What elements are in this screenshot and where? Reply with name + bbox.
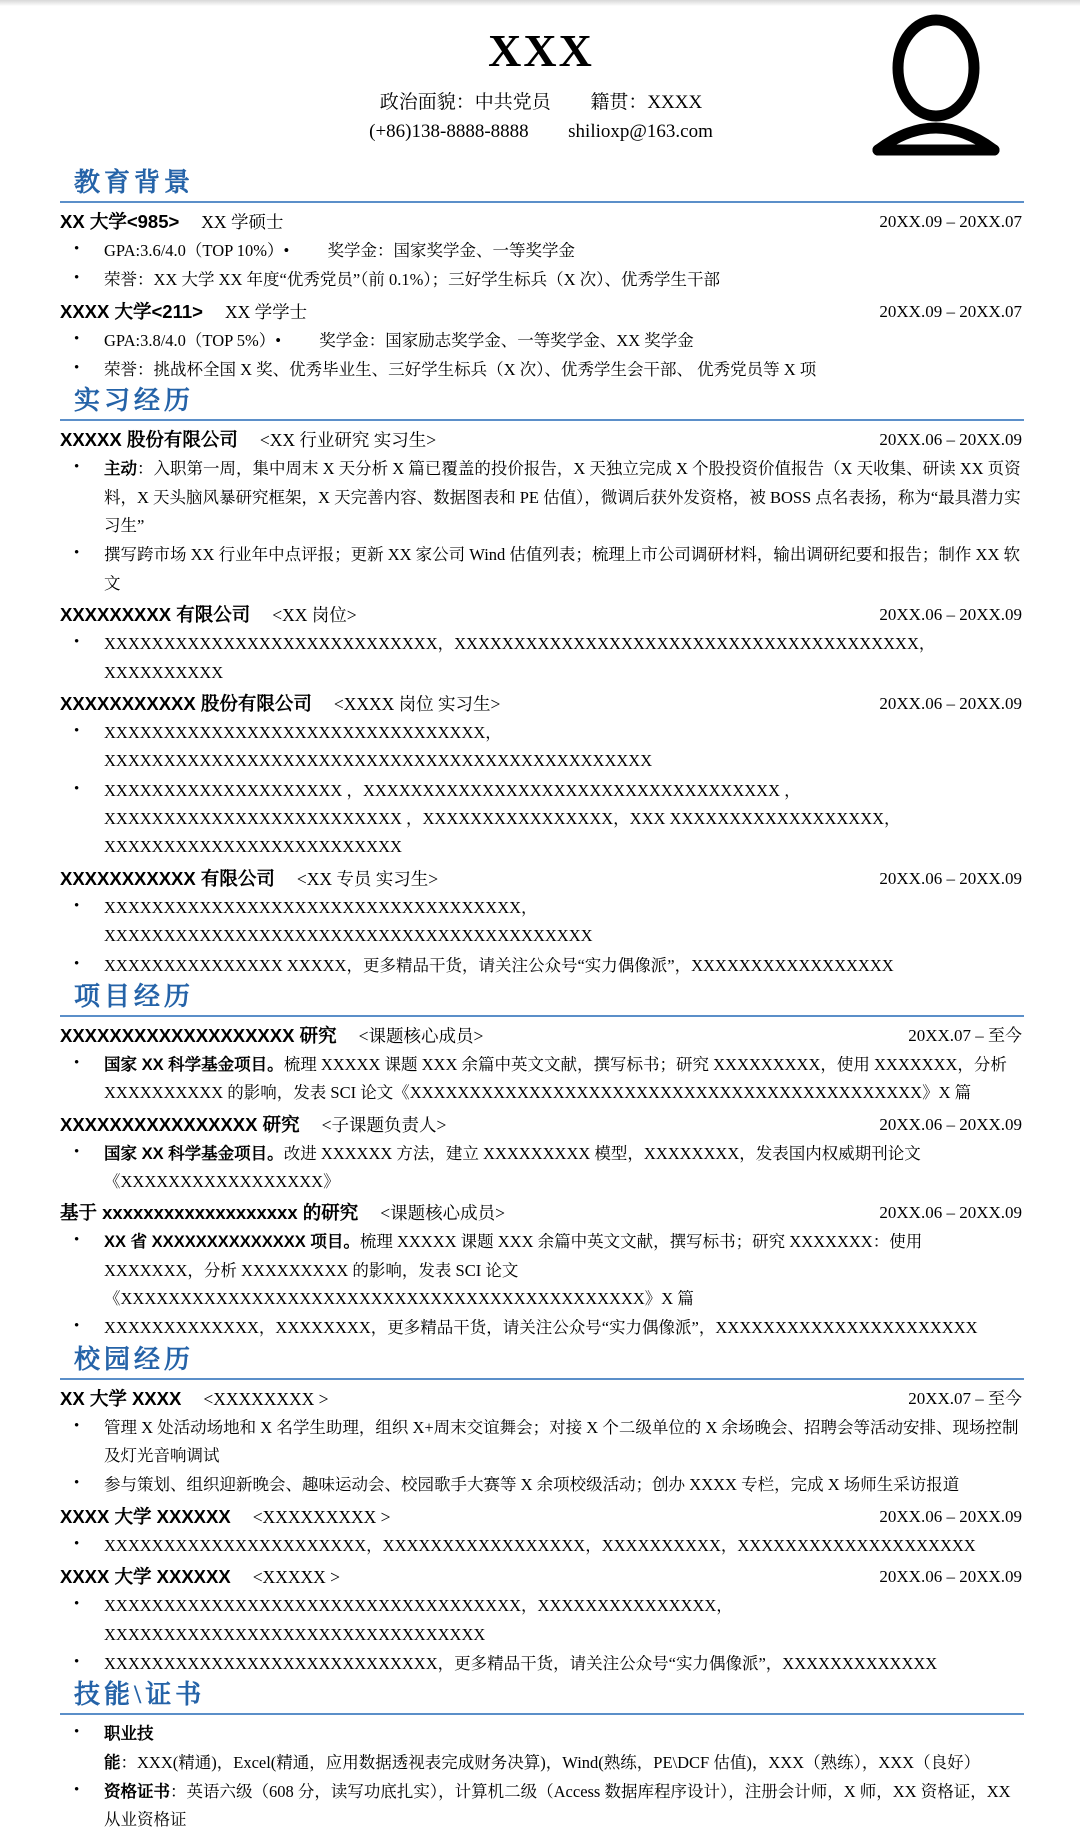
bullet-text: 奖学金：国家励志奖学金、一等奖学金、XX 奖学金	[319, 330, 694, 350]
entry-organization: 基于 xxxxxxxxxxxxxxxxxxx 的研究	[60, 1202, 359, 1224]
entry-header	[60, 601, 1022, 629]
resume-section	[60, 168, 1022, 384]
entry-organization: XXXXX 股份有限公司	[60, 429, 238, 451]
section-title: 技能\证书	[74, 1680, 206, 1710]
section-divider	[60, 1378, 1024, 1380]
entry-role: <XX 岗位>	[272, 605, 357, 626]
bullet-lead-label: 国家 XX 科学基金项目。	[104, 1144, 284, 1163]
bullet-text: 参与策划、组织迎新晚会、趣味运动会、校园歌手大赛等 X 余项校级活动；创办 XXXX 专栏，完成 X 场师生采访报道	[104, 1475, 960, 1495]
entry-role: <XX 专员 实习生>	[296, 868, 439, 889]
entry-date: 20XX.06 – 20XX.09	[879, 430, 1022, 450]
section-divider	[60, 1015, 1024, 1017]
bullet-item	[60, 1051, 1022, 1108]
bullet-item	[60, 777, 1022, 862]
bullet-lead-label: 资格证书	[104, 1782, 170, 1801]
entry-header	[60, 1385, 1022, 1413]
entry-bullet-list	[60, 894, 1022, 980]
entry-organization: XXXX 大学 XXXXXX	[60, 1566, 231, 1588]
bullet-text: XXXXXXXXXXXXXXXXXXXXXXXXXXXXXXXX，XXXXXXXXXXXXXXXXXXXXXXXXXXXXXXXXXXXXXXXXXXXXXX	[104, 722, 653, 771]
entry-role: <课题核心成员>	[380, 1203, 506, 1224]
resume-entry	[60, 1111, 1022, 1197]
entry-header	[60, 1563, 1022, 1591]
bullet-item	[60, 266, 1022, 294]
phone-number: (+86)138-8888-8888	[369, 121, 529, 143]
entry-header	[60, 865, 1022, 893]
bullet-text: XXXXXXXXXXXXX，XXXXXXXX，更多精品干货，请关注公众号“实力偶像派”，XXXXXXXXXXXXXXXXXXXXXX	[104, 1318, 978, 1338]
bullet-item	[60, 1778, 1022, 1835]
entry-bullet-list	[60, 1140, 1022, 1197]
resume-sections	[60, 168, 1022, 1835]
entry-date: 20XX.07 – 至今	[908, 1388, 1022, 1408]
bullet-item	[60, 1414, 1022, 1471]
entry-bullet-list	[60, 237, 1022, 295]
section-divider	[60, 1713, 1024, 1715]
resume-entry	[60, 1720, 1022, 1835]
entry-header	[60, 298, 1022, 326]
page-title: XXX	[488, 25, 594, 76]
resume-entry	[60, 865, 1022, 980]
entry-bullet-list	[60, 1532, 1022, 1560]
bullet-item	[60, 237, 1022, 265]
entry-bullet-list	[60, 1228, 1022, 1343]
bullet-item	[60, 1140, 1022, 1197]
bullet-lead-label: XX 省 XXXXXXXXXXXXXX 项目。	[104, 1233, 360, 1252]
entry-role: <XX 行业研究 实习生>	[259, 430, 437, 451]
bullet-item	[60, 1471, 1022, 1499]
section-divider	[60, 201, 1024, 203]
entry-date: 20XX.09 – 20XX.07	[879, 211, 1022, 231]
entry-bullet-list	[60, 1720, 1022, 1835]
bullet-item	[60, 952, 1022, 980]
entry-header	[60, 1199, 1022, 1227]
bullet-text: • GPA:3.8/4.0（TOP 5%）	[104, 330, 276, 350]
bullet-item	[60, 1228, 1022, 1313]
entry-header	[60, 1022, 1022, 1050]
entry-role: <XXXXXXXXX >	[252, 1506, 391, 1527]
bullet-item	[60, 1720, 1022, 1777]
entry-date: 20XX.06 – 20XX.09	[879, 1114, 1022, 1134]
resume-page	[0, 6, 1080, 1830]
bullet-text: 改进 XXXXXX 方法，建立 XXXXXXXXX 模型，XXXXXXXX，发表国内权威期刊论文《XXXXXXXXXXXXXXXXX》	[104, 1143, 921, 1191]
entry-role: XX 学硕士	[201, 211, 284, 232]
entry-role: <XXXXXXXX >	[203, 1388, 329, 1409]
entry-organization: XXXX 大学<211>	[60, 300, 203, 322]
entry-role: <XXXX 岗位 实习生>	[333, 693, 501, 714]
person-silhouette-icon	[856, 10, 1016, 160]
bullet-item	[60, 1314, 1022, 1342]
bullet-text: • GPA:3.6/4.0（TOP 10%）	[104, 240, 284, 260]
political-status: 政治面貌：中共党员	[379, 92, 551, 113]
bullet-text: XXXXXXXXXXXXXXXXXXXXXXXXXXXX，XXXXXXXXXXXXXXXXXXXXXXXXXXXXXXXXXXXXXXX，XXXXXXXXXX	[104, 634, 936, 682]
bullet-lead-label: 国家 XX 科学基金项目。	[104, 1055, 284, 1074]
entry-bullet-list	[60, 719, 1022, 862]
bullet-item	[60, 455, 1022, 540]
entry-bullet-list	[60, 1051, 1022, 1108]
bullet-text: XXXXXXXXXXXXXXXXXXXX ，XXXXXXXXXXXXXXXXXXXXXXXXXXXXXXXXXXX ，XXXXXXXXXXXXXXXXXXXXXXXXX ，XXXXXXXXXXXXXXXX，XXX XXXXXXXXXXXXXXXXXX，XXXXXXXXXXXXXXXXXXXXXXXXX	[104, 780, 901, 857]
bullet-text: 荣誉：XX 大学 XX 年度“优秀党员”（前 0.1%）；三好学生标兵（X 次）、优秀学生干部	[104, 270, 720, 290]
bullet-item	[60, 630, 1022, 687]
entry-date: 20XX.06 – 20XX.09	[879, 1567, 1022, 1587]
entry-role: XX 学学士	[224, 301, 308, 322]
entry-organization: XXXXXXXXXXX 有限公司	[60, 867, 275, 889]
resume-section	[60, 386, 1022, 980]
email-address: shilioxp@163.com	[568, 121, 713, 143]
section-title: 校园经历	[74, 1344, 195, 1374]
bullet-text: XXXXXXXXXXXXXXXXXXXXXXXXXXXX，更多精品干货，请关注公众号“实力偶像派”，XXXXXXXXXXXXX	[104, 1653, 938, 1673]
entry-header	[60, 426, 1022, 454]
entry-organization: XXXXXXXXX 有限公司	[60, 604, 251, 626]
entry-organization: XXXX 大学 XXXXXX	[60, 1505, 231, 1527]
resume-entry	[60, 690, 1022, 862]
section-title: 教育背景	[74, 168, 195, 197]
resume-entry	[60, 601, 1022, 687]
resume-entry	[60, 208, 1022, 295]
bullet-item-secondary: • 奖学金：国家励志奖学金、一等奖学金、XX 奖学金	[275, 330, 694, 350]
entry-bullet-list	[60, 455, 1022, 598]
bullet-text: ：XXX(精通)，Excel(精通，应用数据透视表完成财务决算)，Wind(熟练，PE\DCF 估值)，XXX（熟练），XXX（良好）	[120, 1752, 981, 1772]
bullet-text: 撰写跨市场 XX 行业年中点评报；更新 XX 家公司 Wind 估值列表；梳理上市公司调研材料，输出调研纪要和报告；制作 XX 软文	[104, 545, 1020, 593]
entry-bullet-list	[60, 327, 1022, 385]
entry-header	[60, 1503, 1022, 1531]
entry-bullet-list	[60, 630, 1022, 687]
resume-section	[60, 1680, 1022, 1834]
entry-date: 20XX.07 – 至今	[908, 1025, 1022, 1045]
bullet-text: 管理 X 处活动场地和 X 名学生助理，组织 X+周末交谊舞会；对接 X 个二级单位的 X 余场晚会、招聘会等活动安排、现场控制及灯光音响调试	[104, 1417, 1019, 1466]
bullet-item	[60, 1592, 1022, 1649]
resume-entry	[60, 1199, 1022, 1343]
section-title: 项目经历	[74, 981, 195, 1011]
resume-entry	[60, 1022, 1022, 1108]
entry-organization: XXXXXXXXXXXXXXXX 研究	[60, 1113, 300, 1135]
resume-entry	[60, 1385, 1022, 1500]
entry-bullet-list	[60, 1414, 1022, 1500]
entry-organization: XX 大学<985>	[60, 210, 180, 232]
bullet-text: XXXXXXXXXXXXXXXXXXXXXX，XXXXXXXXXXXXXXXXX，XXXXXXXXXX，XXXXXXXXXXXXXXXXXXXX	[104, 1535, 976, 1555]
bullet-item	[60, 1650, 1022, 1678]
entry-date: 20XX.06 – 20XX.09	[879, 1203, 1022, 1223]
bullet-lead-label: 职业技能	[104, 1725, 154, 1772]
resume-entry	[60, 426, 1022, 598]
bullet-item-secondary: • 奖学金：国家奖学金、一等奖学金	[283, 240, 576, 260]
entry-role: <课题核心成员>	[358, 1025, 484, 1046]
bullet-item	[60, 894, 1022, 951]
entry-role: <子课题负责人>	[321, 1114, 447, 1135]
resume-header	[60, 6, 1022, 166]
avatar	[856, 10, 1016, 160]
bullet-text: 奖学金：国家奖学金、一等奖学金	[327, 240, 576, 260]
bullet-text: XXXXXXXXXXXXXXXXXXXXXXXXXXXXXXXXXXX，XXXXXXXXXXXXXXXXXXXXXXXXXXXXXXXXXXXXXXXXX	[104, 897, 593, 946]
resume-entry	[60, 1563, 1022, 1678]
entry-header	[60, 690, 1022, 718]
bullet-item	[60, 719, 1022, 776]
resume-section	[60, 982, 1022, 1343]
entry-date: 20XX.06 – 20XX.09	[879, 605, 1022, 625]
bullet-text: 梳理 XXXXX 课题 XXX 余篇中英文文献，撰写标书；研究 XXXXXXXXX，使用 XXXXXXX，分析 XXXXXXXXXX 的影响，发表 SCI 论文《XXXXXXXXXXXXXXXXXXXXXXXXXXXXXXXXXXXXXXXXXXX》X 篇	[104, 1054, 1007, 1103]
entry-organization: XXXXXXXXXXX 股份有限公司	[60, 692, 312, 714]
entry-organization: XX 大学 XXXX	[60, 1387, 182, 1409]
entry-bullet-list	[60, 1592, 1022, 1678]
bullet-item	[60, 1532, 1022, 1560]
bullet-text: 梳理 XXXXX 课题 XXX 余篇中英文文献，撰写标书；研究 XXXXXXX：使用 XXXXXXX，分析 XXXXXXXXX 的影响，发表 SCI 论文《XXXXXXXXXXXXXXXXXXXXXXXXXXXXXXXXXXXXXXXXXXXX》X 篇	[104, 1232, 923, 1309]
entry-header	[60, 1111, 1022, 1139]
bullet-text: XXXXXXXXXXXXXXXXXXXXXXXXXXXXXXXXXXX，XXXXXXXXXXXXXXX，XXXXXXXXXXXXXXXXXXXXXXXXXXXXXXXX	[104, 1596, 733, 1644]
bullet-item	[60, 327, 1022, 355]
entry-date: 20XX.06 – 20XX.09	[879, 693, 1022, 713]
bullet-text: XXXXXXXXXXXXXXX XXXXX，更多精品干货，请关注公众号“实力偶像派”，XXXXXXXXXXXXXXXXX	[104, 955, 894, 975]
entry-header	[60, 208, 1022, 236]
bullet-text: 荣誉：挑战杯全国 X 奖、优秀毕业生、三好学生标兵（X 次）、优秀学生会干部、 优秀党员等 X 项	[104, 360, 817, 380]
section-title: 实习经历	[74, 386, 195, 416]
entry-organization: XXXXXXXXXXXXXXXXXXX 研究	[60, 1024, 337, 1046]
entry-date: 20XX.09 – 20XX.07	[879, 301, 1022, 321]
hometown: 籍贯：XXXX	[590, 92, 703, 113]
entry-date: 20XX.06 – 20XX.09	[879, 868, 1022, 888]
bullet-item	[60, 541, 1022, 598]
bullet-item	[60, 356, 1022, 384]
bullet-text: ：英语六级（608 分，读写功底扎实），计算机二级（Access 数据库程序设计），注册会计师，X 师，XX 资格证，XX 从业资格证	[104, 1781, 1011, 1830]
section-divider	[60, 419, 1024, 421]
entry-role: <XXXXX >	[252, 1567, 340, 1588]
entry-date: 20XX.06 – 20XX.09	[879, 1506, 1022, 1526]
resume-section	[60, 1345, 1022, 1679]
resume-entry	[60, 298, 1022, 385]
bullet-lead-label: 主动	[104, 460, 137, 479]
bullet-text: ：入职第一周，集中周末 X 天分析 X 篇已覆盖的投价报告，X 天独立完成 X 个股投资价值报告（X 天收集、研读 XX 页资料，X 天头脑风暴研究框架，X 天完善内容、数据图表和 PE 估值），微调后获外发资格，被 BOSS 点名表扬，称为“最具潜力实习生”	[104, 459, 1021, 536]
